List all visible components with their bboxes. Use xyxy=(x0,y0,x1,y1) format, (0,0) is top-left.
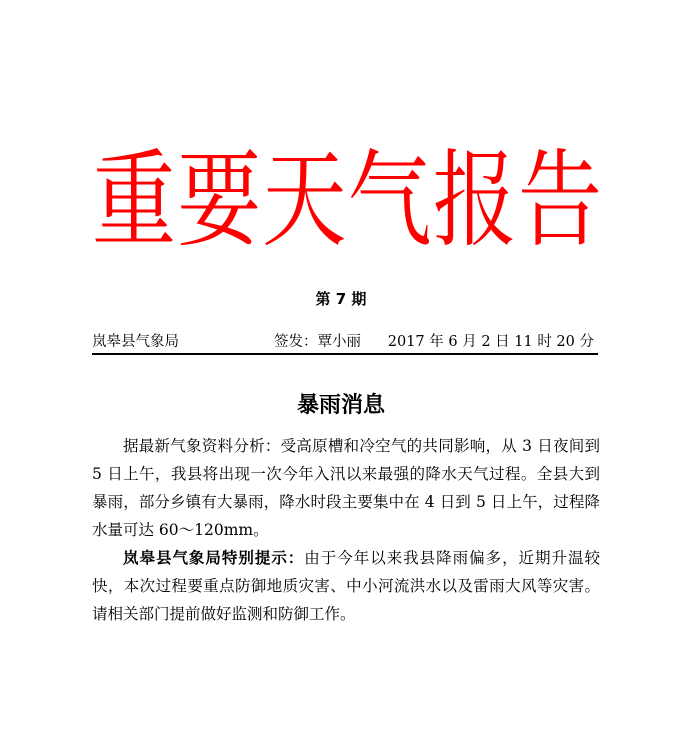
headline: 暴雨消息 xyxy=(296,393,385,418)
issuer-line xyxy=(92,330,598,355)
signer: 签发：覃小丽 xyxy=(274,334,361,350)
masthead-char: 告 xyxy=(517,138,602,262)
issuing-organization: 岚皋县气象局 xyxy=(92,334,179,350)
masthead-char: 气 xyxy=(347,138,432,262)
paragraph-analysis: 据最新气象资料分析：受高原槽和冷空气的共同影响，从 3 日夜间到 5 日上午，我县将出现一次今年入汛以来最强的降水天气过程。全县大到暴雨，部分乡镇有大暴雨，降水时段主要集中在 4 日到 5 日上午，过程降水量可达 60～120mm。 xyxy=(92,437,600,539)
masthead-char: 报 xyxy=(432,138,517,262)
advisory-text: 由于今年以来我县降雨偏多，近期升温较快，本次过程要重点防御地质灾害、中小河流洪水以及雷雨大风等灾害。请相关部门提前做好监测和防御工作。 xyxy=(92,549,600,623)
advisory-lead: 岚皋县气象局特别提示： xyxy=(123,549,305,567)
paragraph-advisory xyxy=(92,544,600,628)
masthead-char: 天 xyxy=(262,138,347,262)
report-body xyxy=(92,432,600,628)
issue-number: 第 7 期 xyxy=(315,290,367,308)
report-masthead xyxy=(92,140,602,260)
masthead-char: 重 xyxy=(92,138,177,262)
masthead-char: 要 xyxy=(177,138,262,262)
issue-datetime: 2017 年 6 月 2 日 11 时 20 分 xyxy=(387,334,594,350)
